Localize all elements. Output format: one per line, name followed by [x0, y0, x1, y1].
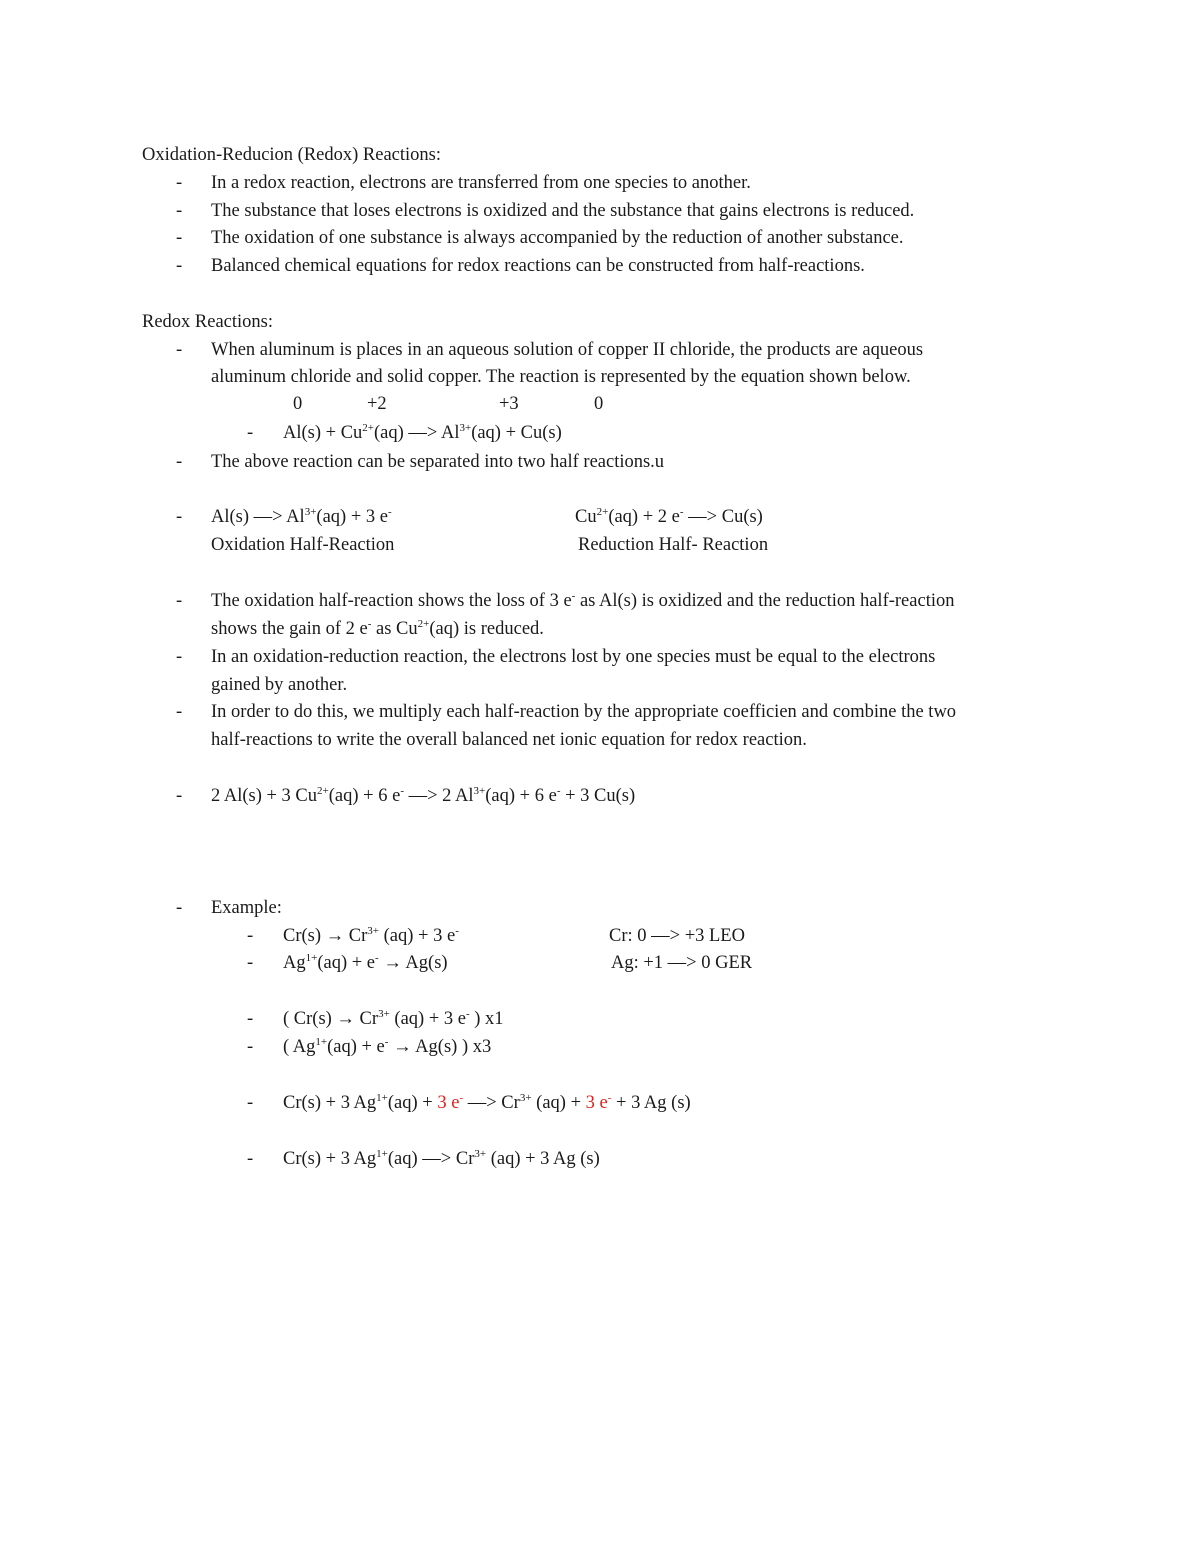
bullet-dash: -	[176, 201, 183, 221]
bullet-dash: -	[247, 1149, 254, 1169]
cancelled-electrons-left: 3 e-	[437, 1092, 464, 1113]
example-label: Example:	[211, 898, 282, 918]
silver-multiplied: ( $Ag^{1+}(aq) + e^- \to Ag(s)$ ) x3	[283, 1036, 492, 1057]
silver-note: Ag: +1 —> 0 GER	[611, 953, 753, 973]
bullet-dash: -	[247, 926, 254, 946]
section1-bullet: Balanced chemical equations for redox reactions can be constructed from half-reactions.	[211, 256, 865, 276]
bullet-dash: -	[247, 1009, 254, 1029]
bullet-dash: -	[176, 702, 183, 722]
equation-aluminum-copper: $Al(s) + Cu^{2+}(aq)$ —> $Al^{3+}(aq) + Cu(s)$	[283, 422, 562, 443]
bullet-dash: -	[176, 173, 183, 193]
bullet-dash: -	[247, 423, 254, 443]
section2-heading: Redox Reactions:	[142, 312, 274, 332]
bullet-dash: -	[176, 591, 183, 611]
intro-line-1: When aluminum is places in an aqueous solution of copper II chloride, the products are aqueous	[211, 340, 924, 360]
bullet-dash: -	[176, 786, 183, 806]
separate-text: The above reaction can be separated into two half reactions.u	[211, 452, 665, 472]
chromium-half-reaction: $Cr(s) \to Cr^{3+}$ (aq) + 3 e-	[283, 925, 459, 946]
reduction-label: Reduction Half- Reaction	[578, 535, 769, 555]
oxidation-number: 0	[594, 394, 604, 414]
combined-equation: Cr(s) + 3 $Ag^{1+}(aq) + 3$ e- —> $Cr^{3+}$ (aq) + 3 e- + 3 Ag (s)	[283, 1092, 691, 1113]
cancelled-electrons-right: 3 e-	[585, 1092, 612, 1113]
section1-bullet: In a redox reaction, electrons are transferred from one species to another.	[211, 173, 751, 193]
order-line-1: In order to do this, we multiply each half-reaction by the appropriate coefficien and combine the two	[211, 702, 957, 722]
bullet-dash: -	[176, 340, 183, 360]
silver-half-reaction: $Ag^{1+}(aq) + e^- \to Ag(s)$	[283, 952, 448, 973]
intro-line-2: aluminum chloride and solid copper. The reaction is represented by the equation shown below.	[211, 367, 911, 387]
bullet-dash: -	[176, 256, 183, 276]
reduction-half-reaction: $Cu^{2+}(aq) + 2$ e- —> Cu(s)	[575, 506, 763, 527]
section1-heading: Oxidation-Reducion (Redox) Reactions:	[142, 145, 442, 165]
bullet-dash: -	[176, 898, 183, 918]
bullet-dash: -	[176, 228, 183, 248]
final-equation: Cr(s) + 3 $Ag^{1+}(aq)$ —> $Cr^{3+}$ (aq) + 3 Ag (s)	[283, 1148, 600, 1169]
loss-line-2: shows the gain of 2 e- as $Cu^{2+}(aq)$ is reduced.	[211, 618, 544, 639]
overall-equation: 2 Al(s) + 3 $Cu^{2+}(aq) + 6$ e- —> 2 $Al^{3+}(aq) + 6$ e- + 3 Cu(s)	[211, 785, 636, 806]
loss-line-1: The oxidation half-reaction shows the loss of 3 e- as Al(s) is oxidized and the reduction half-reaction	[211, 590, 955, 611]
order-line-2: half-reactions to write the overall balanced net ionic equation for redox reaction.	[211, 730, 807, 750]
bullet-dash: -	[176, 507, 183, 527]
bullet-dash: -	[247, 953, 254, 973]
equal-line-2: gained by another.	[211, 675, 348, 695]
oxidation-number: 0	[293, 394, 303, 414]
chromium-multiplied: ( $Cr(s) \to Cr^{3+}$ (aq) + 3 e- ) x1	[283, 1008, 504, 1029]
bullet-dash: -	[176, 452, 183, 472]
oxidation-half-reaction: Al(s) —> $Al^{3+}(aq) + 3$ e-	[211, 506, 392, 527]
oxidation-number: +2	[367, 394, 387, 414]
section1-bullet: The substance that loses electrons is oxidized and the substance that gains electrons is reduced.	[211, 201, 915, 221]
bullet-dash: -	[176, 647, 183, 667]
bullet-dash: -	[247, 1037, 254, 1057]
oxidation-number: +3	[499, 394, 519, 414]
section1-bullet: The oxidation of one substance is always accompanied by the reduction of another substance.	[211, 228, 904, 248]
oxidation-label: Oxidation Half-Reaction	[211, 535, 395, 555]
bullet-dash: -	[247, 1093, 254, 1113]
chromium-note: Cr: 0 —> +3 LEO	[609, 926, 745, 946]
equal-line-1: In an oxidation-reduction reaction, the electrons lost by one species must be equal to the electrons	[211, 647, 936, 667]
